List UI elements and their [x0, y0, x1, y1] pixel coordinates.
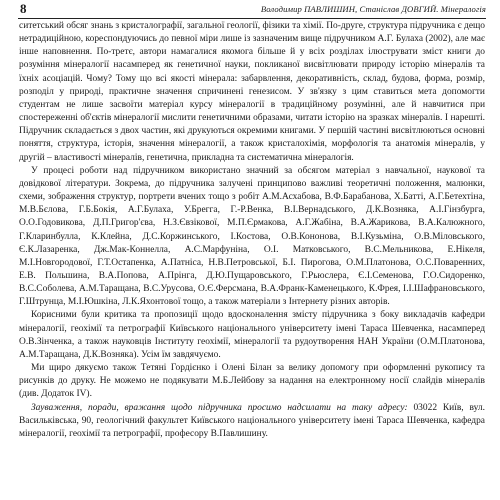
page-number: 8	[20, 1, 27, 16]
running-head: Володимир ПАВЛИШИН, Станіслав ДОВГИЙ. Мінералогія	[260, 4, 486, 14]
paragraph-intro-continuation: ситетський обсяг знань з кристалографії, загальної геології, фізики та хімії. По-друге, структура підручника є дещо нетрадиційною, кореспондуючись до певної міри лише із зазначеним вище підручником А.Г. Булаха (2002), але має інше наповнення. По-третє, автори намагалися якомога більше й у всіх розділах ілюструвати зміст книги до розуміння мінералогії насамперед як генетичної науки, покликаної висвітлювати природу історію мінералів та їхніх асоціацій. Чому? Тому що всі якості мінерала: забарвлення, декоративність, склад, будова, форма, розмір, розподіл у природі, практичне значення спричинені генезисом. У зв'язку з цим ставиться мета допомогти студентам не лише засвоїти матеріал курсу мінералогії в традиційному розумінні, але й навчитися при спостереженні об'єктів мінералогії мислити генетичними образами, читати історію на зразках мінералів. І нарешті. Підручник складається з двох частин, які друкуються окремими книгами. У першій частині висвітлюються основні поняття, структура, історія, значення мінералогії, а також кристалохімія, морфологія та анатомія мінералів, у другій – властивості мінералів, генетична, прикладна та систематична мінералогія.	[19, 21, 485, 163]
paragraph-acknowledgement-colleagues: Корисними були критика та пропозиції щодо вдосконалення змісту підручника з боку викладачів кафедри мінералогії, геохімії та петрографії Київського національного університету імені Тараса Шевченка, насамперед О.В.Зінченка, а також науковців Інституту геохімії, мінералогії та рудоутворення НАН України (О.М.Платонова, А.М.Таращана, Д.К.Вознякa). Усім їм завдячуємо.	[19, 310, 485, 360]
feedback-lead: Зауваження, поради, вражання щодо підручника просимо надсилати на таку адресу:	[31, 402, 408, 413]
feedback-address: 03022 Київ, вул. Васильківська, 90, геологічний факультет Київського національного університету імені Тараса Шевченка, кафедра мінералогії, геохімії та петрографії, професору В.Павлишину.	[19, 402, 485, 439]
paragraph-sources: У процесі роботи над підручником використано значний за обсягом матеріал з навчальної, наукової та довідкової літератури. Зокрема, до підручника залучені принципово важливі теоретичні положення, малюнки, схеми, зображення структур, портрети вчених тощо з робіт А.М.Асхабова, В.Ф.Барабанова, Х.Батті, А.Г.Бетехтіна, М.В.Бєлова, Г.Б.Бокія, А.Г.Булаха, У.Брегга, Г.-Р.Венка, В.І.Вернадського, Д.К.Вознякa, А.І.Гінзбурга, О.О.Годовикова, Д.П.Григор'єва, Н.З.Євзікової, М.П.Єрмакова, А.Г.Жабіна, В.А.Жарикова, В.А.Калюжного, Г.Кларинбулла, К.Клейна, Д.С.Коржинського, І.Костова, О.В.Кононова, В.І.Кузьміна, О.В.Міловського, Є.К.Лазаренка, Дж.Мак-Коннелла, А.С.Марфуніна, О.І. Матковського, В.С.Мельникова, Е.Нікеля, М.І.Новгородової, Г.Т.Остапенка, А.Патніса, Н.В.Петровської, Б.І. Пирогова, О.М.Платонова, О.С.Поваренних, Е.В. Польшина, В.А.Попова, А.Прінга, Д.Ю.Пущаровського, Г.Рьюслера, Є.І.Семенова, Г.О.Сидоренко, В.С.Соболева, А.М.Таращана, В.С.Урусова, О.Є.Ферсмана, В.А.Франк-Каменецького, К.Фрея, І.І.Шафрановського, Г.Штрунца, М.І.Юшкіна, Л.К.Яхонтової тощо, а також матеріали з Інтернету різних авторів.	[19, 165, 485, 308]
body-text	[19, 20, 485, 441]
page-header	[18, 1, 486, 19]
paragraph-feedback	[19, 402, 485, 441]
paragraph-acknowledgement-helpers: Ми щиро дякуємо також Тетяні Гордієнко і Олені Білан за велику допомогу при оформленні рукопису та рисунків до друку. Не можемо не подякувати М.Б.Лейбову за надання на електронному носії слайдів мінералів (див. Додаток IV).	[19, 363, 485, 400]
